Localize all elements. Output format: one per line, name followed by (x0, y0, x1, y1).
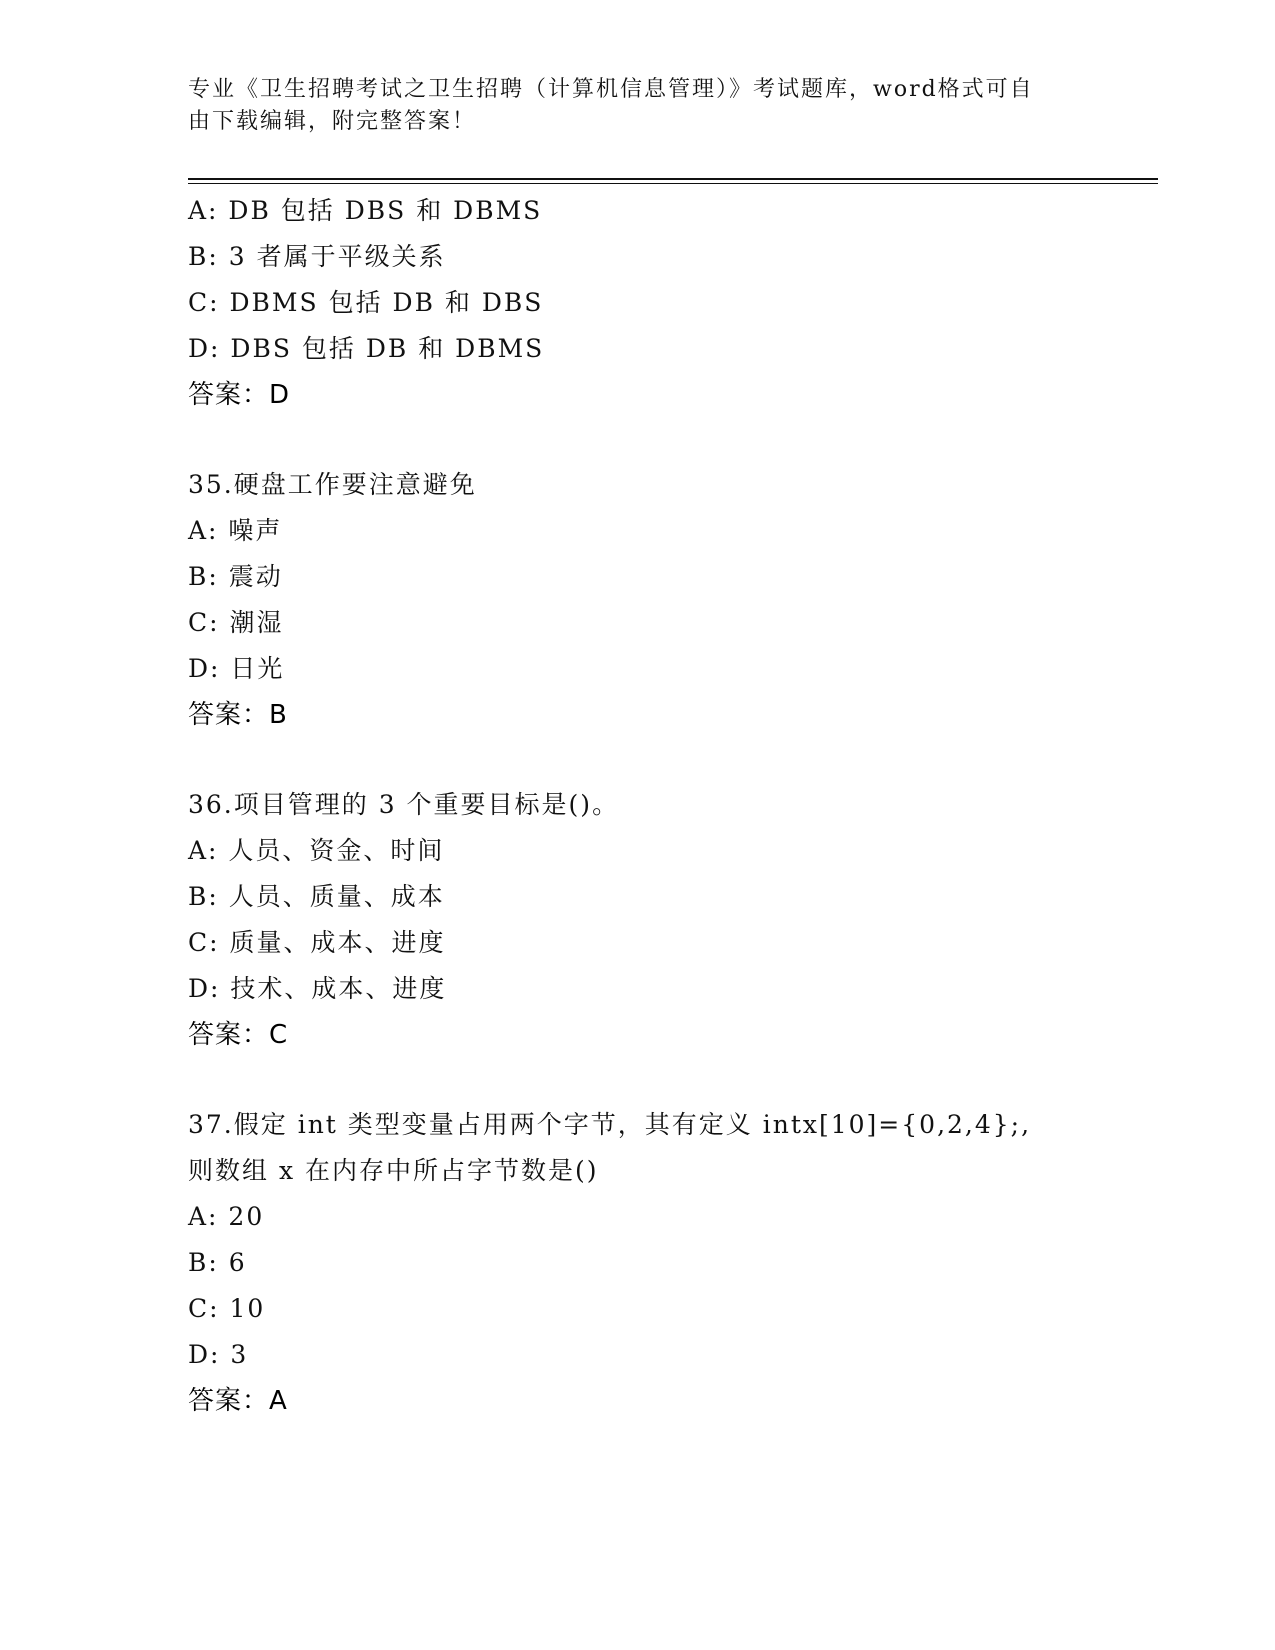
q37-option-d: D: 3 (188, 1340, 249, 1369)
spacer (188, 1058, 1088, 1102)
q35-option-a: A: 噪声 (188, 516, 283, 545)
q35-option-c: C: 潮湿 (188, 608, 284, 637)
intro-line-2: 由下载编辑，附完整答案！ (188, 109, 477, 134)
q37-answer: 答案：A (188, 1386, 288, 1416)
intro-line-1: 专业《卫生招聘考试之卫生招聘（计算机信息管理）》考试题库，word格式可自 (188, 77, 1034, 102)
document-intro (188, 74, 1078, 138)
q37-stem-line-1: 37.假定 int 类型变量占用两个字节，其有定义 intx[10]={0,2,4};, (188, 1110, 1032, 1139)
q34-answer: 答案：D (188, 380, 291, 410)
q36-answer: 答案：C (188, 1020, 289, 1050)
q34-option-d: D: DBS 包括 DB 和 DBMS (188, 334, 545, 363)
q37-option-c: C: 10 (188, 1294, 266, 1323)
q37-stem-line-2: 则数组 x 在内存中所占字节数是() (188, 1156, 599, 1185)
q37-option-b: B: 6 (188, 1248, 247, 1277)
q36-option-a: A: 人员、资金、时间 (188, 836, 445, 865)
q35-option-d: D: 日光 (188, 654, 285, 683)
spacer (188, 418, 1088, 462)
q36-option-c: C: 质量、成本、进度 (188, 928, 446, 957)
q36-option-d: D: 技术、成本、进度 (188, 974, 447, 1003)
question-list (188, 188, 1088, 1424)
q34-option-c: C: DBMS 包括 DB 和 DBS (188, 288, 544, 317)
question-35 (188, 462, 1088, 738)
header-divider (188, 178, 1158, 184)
q36-stem: 36.项目管理的 3 个重要目标是()。 (188, 790, 620, 819)
q37-option-a: A: 20 (188, 1202, 265, 1231)
question-37 (188, 1102, 1088, 1424)
q34-option-b: B: 3 者属于平级关系 (188, 242, 446, 271)
spacer (188, 738, 1088, 782)
question-36 (188, 782, 1088, 1058)
q36-option-b: B: 人员、质量、成本 (188, 882, 445, 911)
q35-answer: 答案：B (188, 700, 288, 730)
q35-stem: 35.硬盘工作要注意避免 (188, 470, 477, 499)
q34-option-a: A: DB 包括 DBS 和 DBMS (188, 196, 543, 225)
q35-option-b: B: 震动 (188, 562, 283, 591)
question-34 (188, 188, 1088, 418)
